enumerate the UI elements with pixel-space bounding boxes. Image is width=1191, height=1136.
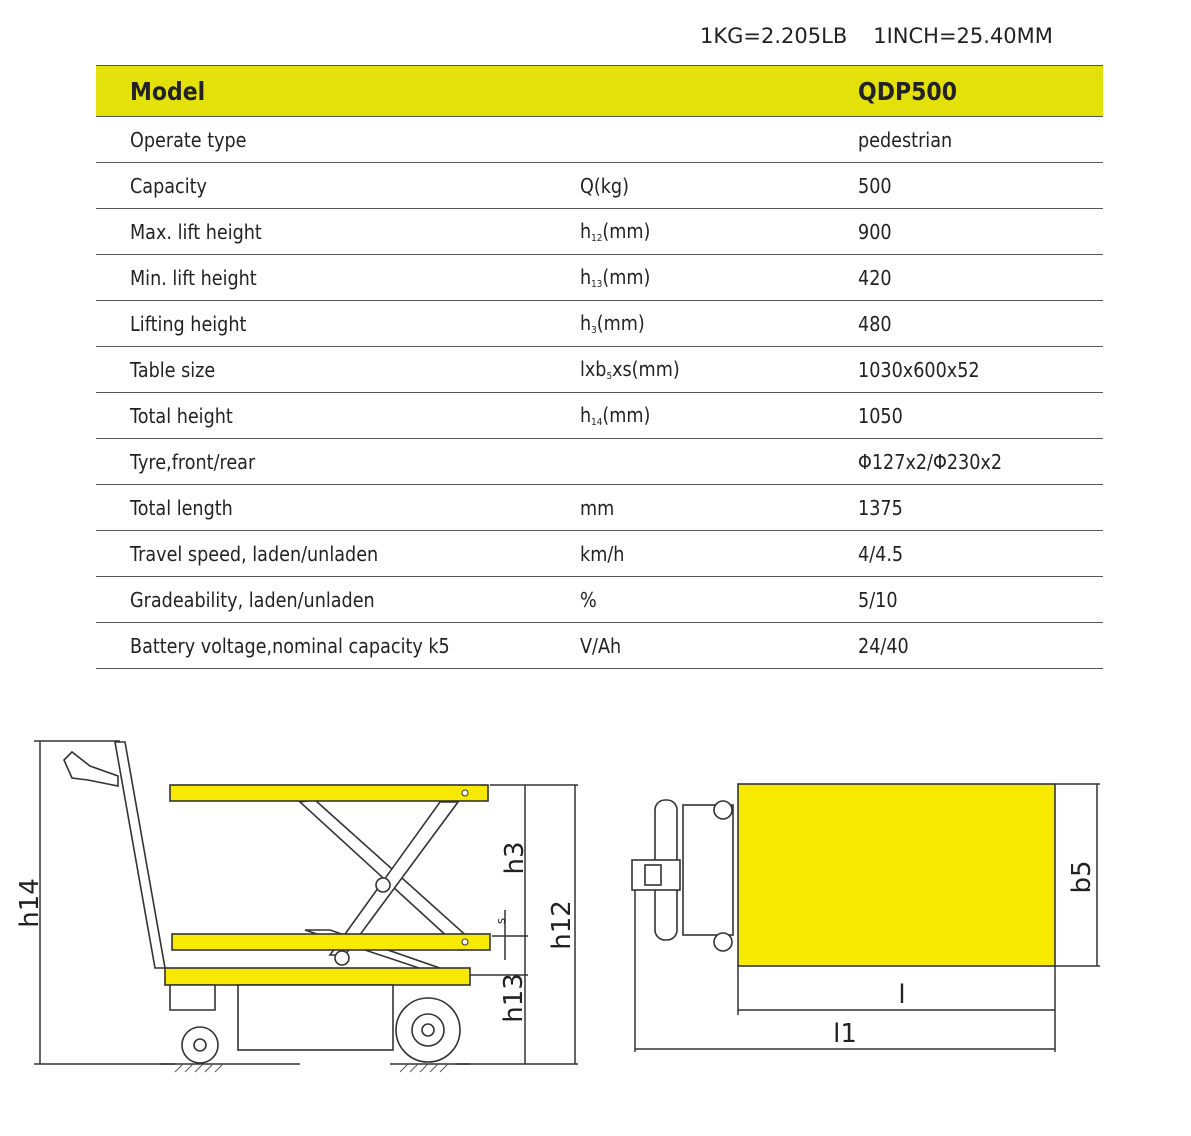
header-label: Model	[130, 76, 206, 106]
row-label: Travel speed, laden/unladen	[130, 541, 379, 566]
row-label: Total height	[130, 403, 233, 428]
label-h13: h13	[499, 973, 529, 1023]
table-row	[96, 209, 1103, 255]
row-label: Tyre,front/rear	[130, 449, 256, 474]
row-label: Table size	[130, 357, 216, 382]
table-row	[96, 485, 1103, 531]
row-unit: $h_{13}(mm)$	[580, 265, 651, 290]
side-view-drawing	[0, 720, 600, 1120]
table-header-row	[96, 66, 1103, 117]
row-unit: km/h	[580, 541, 625, 566]
row-value: 1050	[858, 403, 903, 428]
label-h14: h14	[15, 878, 45, 928]
table-row	[96, 393, 1103, 439]
row-label: Capacity	[130, 173, 207, 198]
table-row	[96, 301, 1103, 347]
conversion-inch-mm: 1INCH=25.40MM	[873, 24, 1053, 48]
row-value: 900	[858, 219, 892, 244]
row-value: pedestrian	[858, 127, 953, 152]
row-label: Lifting height	[130, 311, 247, 336]
table-row	[96, 347, 1103, 393]
row-value: Φ127x2/Φ230x2	[858, 449, 1003, 474]
table-row	[96, 255, 1103, 301]
row-value: 1030x600x52	[858, 357, 980, 382]
row-value: 500	[858, 173, 892, 198]
row-unit: $h_{14}(mm)$	[580, 403, 651, 428]
label-s: s	[494, 917, 508, 925]
spec-table	[96, 65, 1103, 669]
row-label: Max. lift height	[130, 219, 262, 244]
row-label: Battery voltage,nominal capacity k5	[130, 633, 450, 658]
table-row	[96, 577, 1103, 623]
table-row	[96, 117, 1103, 163]
row-label: Min. lift height	[130, 265, 257, 290]
top-view-drawing	[600, 760, 1140, 1060]
label-b5: b5	[1067, 860, 1097, 894]
row-unit: lxb$_5$xs(mm)	[580, 357, 680, 382]
label-l1: l1	[833, 1019, 857, 1049]
label-h3: h3	[500, 841, 530, 875]
row-label: Total length	[130, 495, 233, 520]
unit-conversions	[700, 24, 1110, 48]
label-h12: h12	[547, 900, 577, 950]
row-value: 480	[858, 311, 892, 336]
table-row	[96, 531, 1103, 577]
conversion-kg-lb: 1KG=2.205LB	[700, 24, 848, 48]
row-value: 4/4.5	[858, 541, 904, 566]
row-unit: V/Ah	[580, 633, 622, 658]
label-l: l	[898, 980, 906, 1010]
row-value: 24/40	[858, 633, 909, 658]
row-label: Gradeability, laden/unladen	[130, 587, 375, 612]
row-value: 1375	[858, 495, 903, 520]
row-value: 420	[858, 265, 892, 290]
row-unit: mm	[580, 495, 615, 520]
table-row	[96, 623, 1103, 669]
row-unit: $h_{12}(mm)$	[580, 219, 651, 244]
row-value: 5/10	[858, 587, 898, 612]
row-label: Operate type	[130, 127, 247, 152]
header-model-value: QDP500	[858, 76, 958, 106]
row-unit: %	[580, 587, 597, 612]
row-unit: $h_3(mm)$	[580, 311, 645, 336]
table-row	[96, 439, 1103, 485]
row-unit: Q(kg)	[580, 173, 629, 198]
table-row	[96, 163, 1103, 209]
